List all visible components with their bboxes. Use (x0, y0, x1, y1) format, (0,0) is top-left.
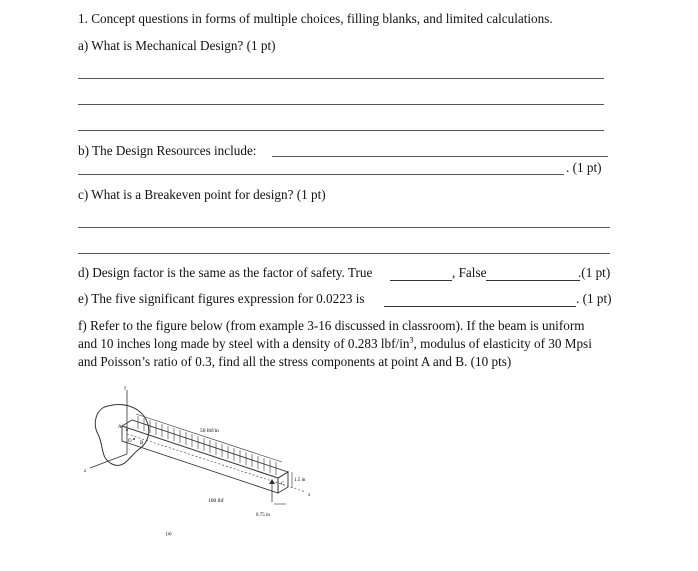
question-f-line-3: and Poisson’s ratio of 0.3, find all the stress components at point A and B. (10 pts) (78, 354, 512, 369)
question-b-text: b) The Design Resources include: (78, 143, 257, 158)
beam-front-face (122, 426, 278, 493)
question-e-points: . (1 pt) (576, 291, 612, 306)
question-d-points: .(1 pt) (578, 265, 611, 280)
point-load-arrowhead (269, 479, 275, 484)
cantilever-beam-figure (78, 380, 328, 540)
answer-line-b-2[interactable] (78, 174, 564, 175)
point-b-dot (133, 438, 135, 440)
question-d-text: d) Design factor is the same as the factor of safety. True (78, 265, 373, 280)
x-axis-centerline (127, 434, 306, 492)
answer-blank-e[interactable] (384, 306, 576, 307)
z-axis (90, 454, 127, 468)
point-b-label: B (140, 441, 144, 446)
width-dimension-label: 0.75 in (256, 513, 270, 518)
z-axis-label: z (84, 469, 87, 474)
origin-label: O (128, 439, 132, 444)
x-axis-label: x (308, 493, 311, 498)
question-f-line-2 (78, 335, 592, 353)
question-c-text: c) What is a Breakeven point for design? (1 pt) (78, 187, 326, 202)
answer-line-c-1[interactable] (78, 227, 610, 228)
answer-blank-false[interactable] (486, 280, 580, 281)
answer-line-a-1[interactable] (78, 78, 604, 79)
question-b-points: . (1 pt) (566, 160, 602, 175)
answer-line-c-2[interactable] (78, 253, 610, 254)
height-dimension-label: 1.5 in (294, 478, 306, 483)
question-1-title: 1. Concept questions in forms of multiple choices, filling blanks, and limited calculations. (78, 11, 553, 26)
answer-line-b-1[interactable] (272, 156, 608, 157)
question-a-text: a) What is Mechanical Design? (1 pt) (78, 38, 276, 53)
question-e-text: e) The five significant figures expression for 0.0223 is (78, 291, 365, 306)
distributed-load-arrows (138, 416, 276, 475)
distributed-load-label: 50 lbf/in (200, 428, 219, 434)
point-a-dot (126, 429, 128, 431)
question-d-false-label: , False (452, 265, 487, 280)
answer-line-a-3[interactable] (78, 130, 604, 131)
answer-line-a-2[interactable] (78, 104, 604, 105)
question-f-line-1: f) Refer to the figure below (from example 3-16 discussed in classroom). If the beam is uniform (78, 318, 585, 333)
point-a-label: A (118, 425, 122, 430)
point-load-label: 100 lbf (208, 498, 224, 504)
question-f-line-2-tail: , modulus of elasticity of 30 Mpsi (413, 336, 592, 351)
question-f-line-2-main: and 10 inches long made by steel with a density of 0.283 lbf/in (78, 336, 410, 351)
answer-blank-true[interactable] (390, 280, 452, 281)
figure-caption: (a) (166, 532, 172, 537)
superscript-3: 3 (409, 335, 414, 345)
y-axis-label: y (124, 386, 127, 391)
point-c-label: C (281, 482, 285, 487)
